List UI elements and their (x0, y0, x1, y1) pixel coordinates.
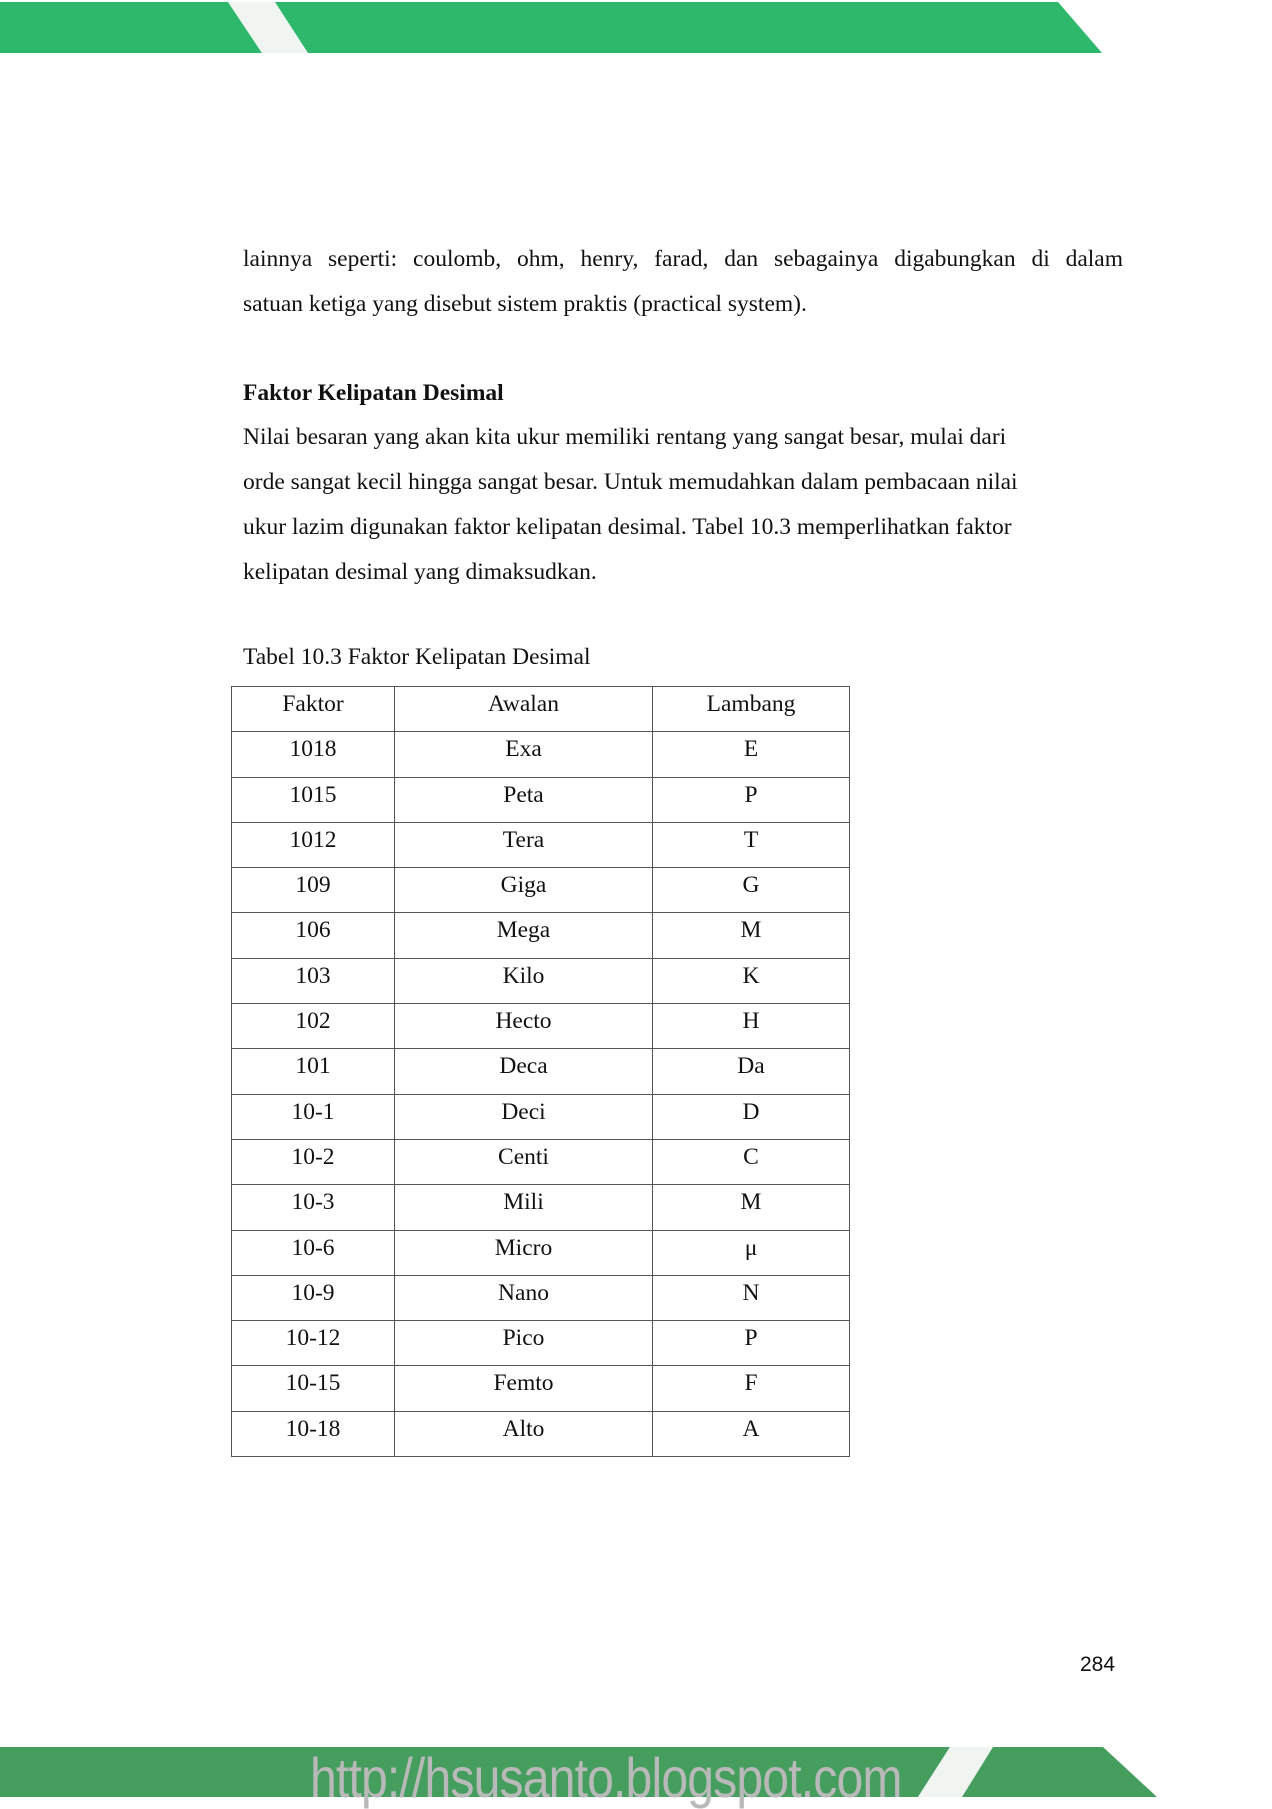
cell-faktor: 10-2 (232, 1139, 395, 1184)
header-faktor: Faktor (232, 687, 395, 732)
cell-faktor: 10-18 (232, 1411, 395, 1456)
cell-lambang: A (653, 1411, 850, 1456)
cell-awalan: Pico (395, 1321, 653, 1366)
header-band-shape (0, 0, 1272, 56)
table-row (232, 868, 850, 913)
table-row (232, 1230, 850, 1275)
table-row (232, 958, 850, 1003)
intro-paragraph (243, 237, 1123, 327)
table-row (232, 822, 850, 867)
cell-faktor: 10-1 (232, 1094, 395, 1139)
table-row (232, 777, 850, 822)
table-row (232, 1411, 850, 1456)
table-row (232, 1049, 850, 1094)
cell-awalan: Micro (395, 1230, 653, 1275)
table-header-row (232, 687, 850, 732)
cell-faktor: 1018 (232, 732, 395, 777)
cell-lambang: μ (653, 1230, 850, 1275)
table-caption: Tabel 10.3 Faktor Kelipatan Desimal (243, 644, 591, 670)
cell-faktor: 103 (232, 958, 395, 1003)
cell-faktor: 1015 (232, 777, 395, 822)
cell-awalan: Centi (395, 1139, 653, 1184)
paragraph-line-1: Nilai besaran yang akan kita ukur memiliki rentang yang sangat besar, mulai dari (243, 424, 1007, 450)
intro-line-1: lainnya seperti: coulomb, ohm, henry, farad, dan sebagainya digabungkan di dalam (243, 246, 1123, 272)
cell-awalan: Alto (395, 1411, 653, 1456)
table-row (232, 732, 850, 777)
cell-awalan: Hecto (395, 1004, 653, 1049)
header-lambang: Lambang (653, 687, 850, 732)
cell-faktor: 109 (232, 868, 395, 913)
cell-faktor: 10-9 (232, 1275, 395, 1320)
header-awalan: Awalan (395, 687, 653, 732)
cell-faktor: 102 (232, 1004, 395, 1049)
cell-lambang: P (653, 777, 850, 822)
cell-faktor: 10-15 (232, 1366, 395, 1411)
paragraph-line-2: orde sangat kecil hingga sangat besar. Untuk memudahkan dalam pembacaan nilai (243, 469, 1018, 495)
cell-awalan: Kilo (395, 958, 653, 1003)
cell-lambang: M (653, 913, 850, 958)
intro-line-2: satuan ketiga yang disebut sistem praktis (practical system). (243, 291, 807, 317)
cell-faktor: 10-6 (232, 1230, 395, 1275)
section-heading: Faktor Kelipatan Desimal (243, 380, 504, 406)
table-row (232, 1185, 850, 1230)
cell-lambang: Da (653, 1049, 850, 1094)
cell-faktor: 10-12 (232, 1321, 395, 1366)
cell-faktor: 106 (232, 913, 395, 958)
cell-awalan: Peta (395, 777, 653, 822)
cell-faktor: 10-3 (232, 1185, 395, 1230)
cell-awalan: Mega (395, 913, 653, 958)
cell-lambang: E (653, 732, 850, 777)
table-row (232, 913, 850, 958)
cell-lambang: K (653, 958, 850, 1003)
cell-awalan: Exa (395, 732, 653, 777)
cell-lambang: H (653, 1004, 850, 1049)
paragraph-line-3: ukur lazim digunakan faktor kelipatan desimal. Tabel 10.3 memperlihatkan faktor (243, 514, 1012, 540)
table-row (232, 1004, 850, 1049)
table-row (232, 1275, 850, 1320)
cell-awalan: Giga (395, 868, 653, 913)
cell-lambang: G (653, 868, 850, 913)
cell-awalan: Mili (395, 1185, 653, 1230)
table-row (232, 1139, 850, 1184)
cell-awalan: Femto (395, 1366, 653, 1411)
footer-watermark-url: http://hsusanto.blogspot.com (310, 1746, 902, 1809)
cell-lambang: F (653, 1366, 850, 1411)
cell-awalan: Nano (395, 1275, 653, 1320)
cell-lambang: D (653, 1094, 850, 1139)
cell-lambang: N (653, 1275, 850, 1320)
cell-awalan: Deca (395, 1049, 653, 1094)
cell-awalan: Tera (395, 822, 653, 867)
header-decorative-band (0, 0, 1272, 56)
paragraph-line-4: kelipatan desimal yang dimaksudkan. (243, 559, 597, 585)
cell-lambang: C (653, 1139, 850, 1184)
body-paragraph (243, 415, 1098, 595)
cell-lambang: M (653, 1185, 850, 1230)
cell-awalan: Deci (395, 1094, 653, 1139)
decimal-prefix-table (231, 686, 850, 1457)
cell-lambang: T (653, 822, 850, 867)
table-row (232, 1094, 850, 1139)
table-row (232, 1366, 850, 1411)
table-row (232, 1321, 850, 1366)
cell-faktor: 101 (232, 1049, 395, 1094)
cell-lambang: P (653, 1321, 850, 1366)
page-number: 284 (1080, 1653, 1116, 1676)
cell-faktor: 1012 (232, 822, 395, 867)
